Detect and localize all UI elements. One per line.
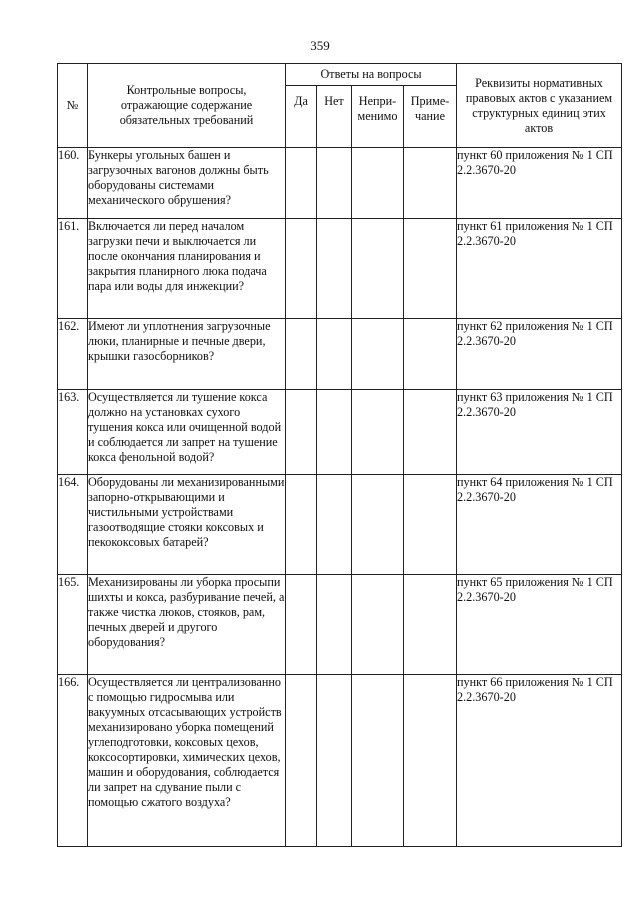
table-row [58, 475, 622, 575]
row-number: 161. [58, 219, 88, 319]
answer-yes-cell [286, 475, 317, 575]
header-num: № [58, 64, 88, 148]
row-reference: пункт 60 приложения № 1 СП 2.2.3670-20 [457, 148, 622, 219]
table-row [58, 319, 622, 390]
page-number: 359 [310, 38, 330, 53]
answer-na-cell [352, 575, 404, 675]
answer-yes-cell [286, 148, 317, 219]
answer-yes-cell [286, 575, 317, 675]
row-question: Бункеры угольных башен и загрузочных вагонов должны быть оборудованы системами механического обрушения? [88, 148, 286, 219]
row-number: 166. [58, 675, 88, 847]
row-question: Оборудованы ли механизированными запорно-открывающими и чистильными устройствами газоотводящие стояки коксовых и пекококсовых батарей? [88, 475, 286, 575]
answer-na-cell [352, 390, 404, 475]
answer-no-cell [317, 319, 352, 390]
header-na: Непри-менимо [352, 86, 404, 148]
answer-note-cell [404, 148, 457, 219]
row-reference: пункт 64 приложения № 1 СП 2.2.3670-20 [457, 475, 622, 575]
checklist-table [57, 63, 622, 847]
answer-note-cell [404, 475, 457, 575]
answer-note-cell [404, 390, 457, 475]
table-row [58, 148, 622, 219]
row-reference: пункт 62 приложения № 1 СП 2.2.3670-20 [457, 319, 622, 390]
row-number: 160. [58, 148, 88, 219]
answer-no-cell [317, 390, 352, 475]
row-question: Осуществляется ли тушение кокса должно на установках сухого тушения кокса или очищенной водой и соблюдается ли запрет на тушение кокса фенольной водой? [88, 390, 286, 475]
row-reference: пункт 63 приложения № 1 СП 2.2.3670-20 [457, 390, 622, 475]
row-number: 164. [58, 475, 88, 575]
answer-na-cell [352, 675, 404, 847]
table-row [58, 390, 622, 475]
answer-no-cell [317, 148, 352, 219]
row-number: 163. [58, 390, 88, 475]
answer-note-cell [404, 575, 457, 675]
row-reference: пункт 61 приложения № 1 СП 2.2.3670-20 [457, 219, 622, 319]
header-question: Контрольные вопросы, отражающие содержание обязательных требований [88, 64, 286, 148]
row-reference: пункт 65 приложения № 1 СП 2.2.3670-20 [457, 575, 622, 675]
answer-note-cell [404, 219, 457, 319]
header-yes: Да [286, 86, 317, 148]
row-question: Механизированы ли уборка просыпи шихты и кокса, разбуривание печей, а также чистка люков, стояков, рам, печных дверей и другого оборудования? [88, 575, 286, 675]
answer-note-cell [404, 319, 457, 390]
row-question: Осуществляется ли централизованно с помощью гидросмыва или вакуумных отсасывающих устройств механизировано уборка помещений углеподготовки, коксовых цехов, коксосортировки, химических цехов, машин и оборудования, соблюдается ли запрет на сдувание пыли с помощью сжатого воздуха? [88, 675, 286, 847]
row-number: 162. [58, 319, 88, 390]
answer-yes-cell [286, 390, 317, 475]
answer-no-cell [317, 675, 352, 847]
header-ref: Реквизиты нормативных правовых актов с указанием структурных единиц этих актов [457, 64, 622, 148]
table-row [58, 675, 622, 847]
answer-no-cell [317, 575, 352, 675]
header-note: Приме-чание [404, 86, 457, 148]
header-no: Нет [317, 86, 352, 148]
answer-yes-cell [286, 319, 317, 390]
row-reference: пункт 66 приложения № 1 СП 2.2.3670-20 [457, 675, 622, 847]
answer-na-cell [352, 148, 404, 219]
row-question: Имеют ли уплотнения загрузочные люки, планирные и печные двери, крышки газосборников? [88, 319, 286, 390]
row-question: Включается ли перед началом загрузки печи и выключается ли после окончания планирования и закрытия планирного люка подача пара или воды для инжекции? [88, 219, 286, 319]
table-row [58, 219, 622, 319]
answer-yes-cell [286, 675, 317, 847]
header-answers: Ответы на вопросы [286, 64, 457, 86]
answer-na-cell [352, 219, 404, 319]
table-row [58, 575, 622, 675]
answer-na-cell [352, 319, 404, 390]
answer-no-cell [317, 475, 352, 575]
answer-no-cell [317, 219, 352, 319]
row-number: 165. [58, 575, 88, 675]
answer-note-cell [404, 675, 457, 847]
answer-yes-cell [286, 219, 317, 319]
answer-na-cell [352, 475, 404, 575]
